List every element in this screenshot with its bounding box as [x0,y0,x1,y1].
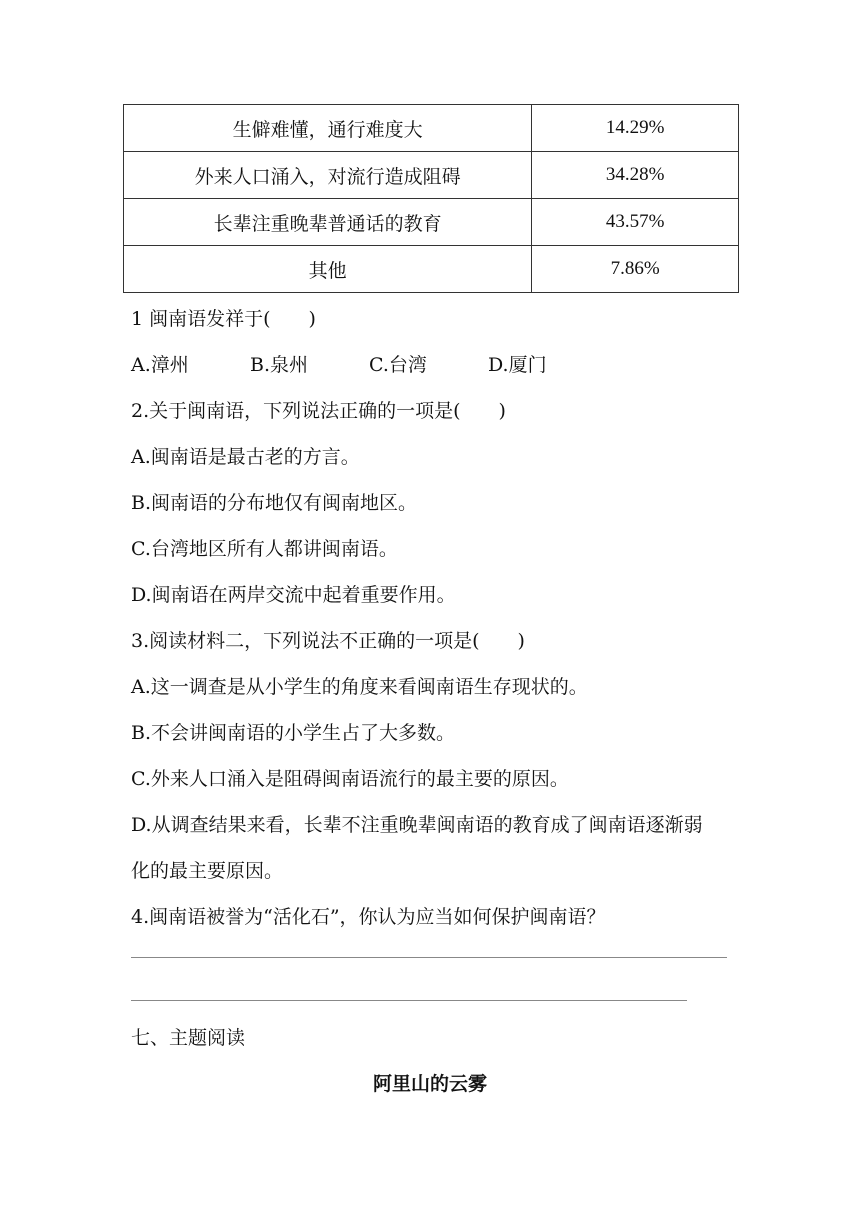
option-d: D.厦门 [488,354,547,376]
table-cell-reason: 外来人口涌入，对流行造成阻碍 [124,152,532,199]
question-3-option-d: D.从调查结果来看，长辈不注重晚辈闽南语的教育成了闽南语逐渐弱 [131,814,703,836]
answer-line[interactable] [131,957,727,958]
question-2-option-c: C.台湾地区所有人都讲闽南语。 [131,538,398,560]
question-list [131,296,731,940]
question-2-stem: 2.关于闽南语，下列说法正确的一项是( ) [131,400,506,422]
question-3-option-d-continued: 化的最主要原因。 [131,860,284,882]
answer-line[interactable] [131,1000,687,1001]
question-2-option-b: B.闽南语的分布地仅有闽南地区。 [131,492,418,514]
question-2-option-d: D.闽南语在两岸交流中起着重要作用。 [131,584,456,606]
table-row [124,105,739,152]
table-cell-percent: 14.29% [532,105,739,152]
survey-results-table [123,104,739,293]
table-cell-percent: 7.86% [532,246,739,293]
question-1-options [131,342,731,388]
option-b: B.泉州 [250,354,309,376]
question-3-stem: 3.阅读材料二，下列说法不正确的一项是( ) [131,630,525,652]
option-a: A.漳州 [131,354,189,376]
question-2-option-a: A.闽南语是最古老的方言。 [131,446,360,468]
table-row [124,199,739,246]
table-cell-percent: 34.28% [532,152,739,199]
table-cell-percent: 43.57% [532,199,739,246]
table-cell-reason: 长辈注重晚辈普通话的教育 [124,199,532,246]
table-row [124,246,739,293]
question-3-option-c: C.外来人口涌入是阻碍闽南语流行的最主要的原因。 [131,768,569,790]
table-row [124,152,739,199]
question-4-stem: 4.闽南语被誉为“活化石”，你认为应当如何保护闽南语？ [131,906,606,928]
question-3-option-b: B.不会讲闽南语的小学生占了大多数。 [131,722,456,744]
table-cell-reason: 其他 [124,246,532,293]
option-c: C.台湾 [369,354,427,376]
section-heading: 七、主题阅读 [131,1027,246,1049]
question-1-stem: 1 闽南语发祥于( ) [131,308,316,330]
table-cell-reason: 生僻难懂，通行难度大 [124,105,532,152]
question-3-option-a: A.这一调查是从小学生的角度来看闽南语生存现状的。 [131,676,588,698]
article-title: 阿里山的云雾 [372,1073,487,1095]
